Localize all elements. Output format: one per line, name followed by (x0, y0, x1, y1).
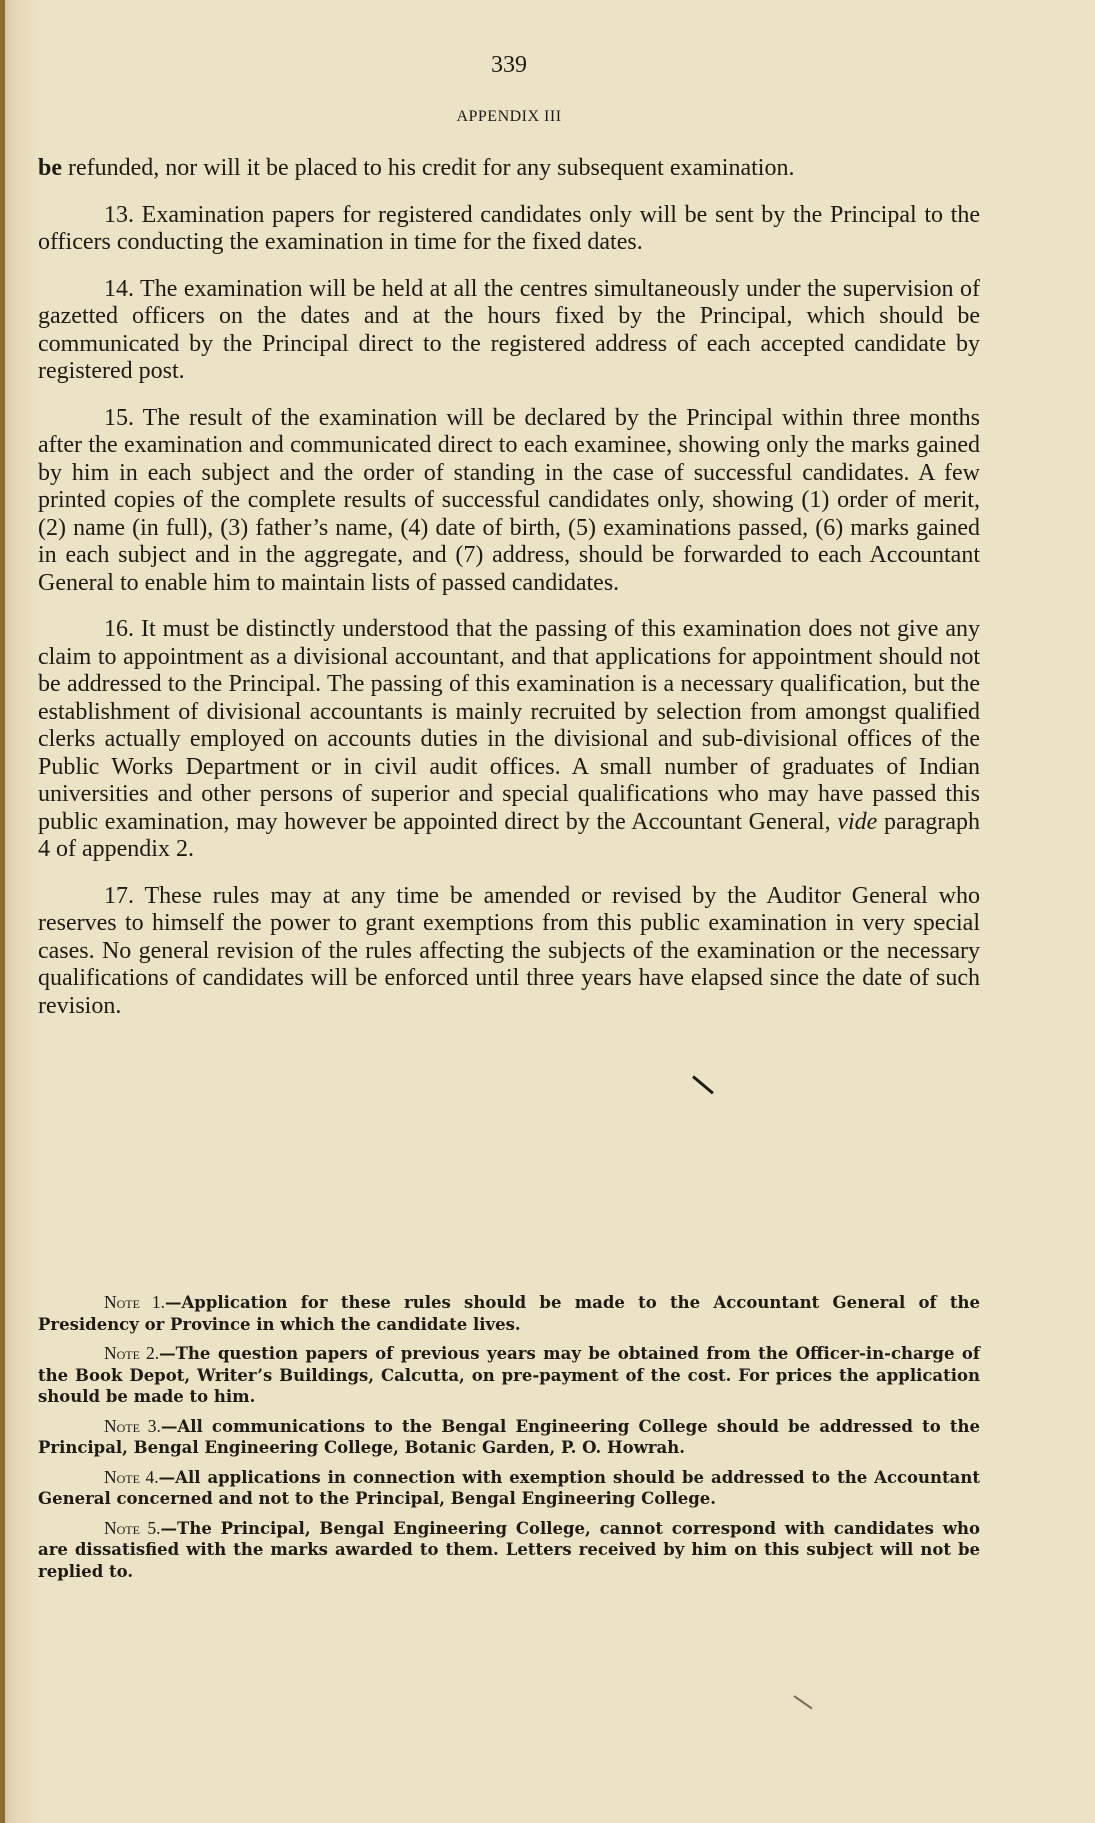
note-1 (38, 1292, 980, 1335)
note-label: Note 1. (104, 1292, 165, 1312)
body-text (38, 155, 980, 1039)
note-2 (38, 1343, 980, 1408)
paragraph-13: 13. Examination papers for registered candidates only will be sent by the Principal to the officers conducting the examination in time for the fixed dates. (38, 201, 980, 255)
note-text: —All communications to the Bengal Engineering College should be addressed to the Principal, Bengal Engineering College, Botanic Garden, P. O. Howrah. (38, 1416, 980, 1457)
page-number: 339 (491, 52, 527, 78)
paragraph-prefix: be (38, 155, 62, 181)
pencil-tick-mark (692, 1075, 714, 1094)
paragraph-text: 16. It must be distinctly understood that the passing of this examination does not give any claim to appointment as a divisional accountant, and that applications for appointment should not be addressed to the Principal. The passing of this examination is a necessary qualification, but the establishment of divisional accountants is mainly recruited by selection from amongst qualified clerks actually employed on accounts duties in the divisional and sub-divisional offices of the Public Works Department or in civil audit offices. A small number of graduates of Indian universities and other persons of superior and special qualifications who may have passed this public examination, may however be appointed direct by the Accountant General, (38, 616, 980, 835)
note-3 (38, 1416, 980, 1459)
note-label: Note 4. (104, 1466, 159, 1487)
paragraph-text: refunded, nor will it be placed to his credit for any subsequent examination. (62, 155, 795, 181)
paragraph-italic: vide (837, 808, 878, 835)
note-5 (38, 1518, 980, 1583)
note-label: Note 5. (104, 1517, 161, 1538)
appendix-heading: APPENDIX III (456, 108, 562, 125)
paragraph-suffix: paragraph 4 of appendix 2. (38, 808, 980, 862)
note-text: —The Principal, Bengal Engineering College, cannot correspond with candidates who are dissatisfied with the marks awarded to them. Letters received by him on this subject will not be replied to. (38, 1518, 980, 1581)
note-4 (38, 1467, 980, 1510)
note-label: Note 3. (104, 1415, 161, 1436)
paragraph-14: 14. The examination will be held at all the centres simultaneously under the supervision of gazetted officers on the dates and at the hours fixed by the Principal, which should be communicated by the Principal direct to the registered address of each accepted candidate by registered post. (38, 275, 980, 384)
binding-edge (0, 0, 5, 1823)
note-text: —All applications in connection with exemption should be addressed to the Accountant General concerned and not to the Principal, Bengal Engineering College. (38, 1467, 980, 1508)
paragraph-continuation (38, 155, 980, 183)
paragraph-15: 15. The result of the examination will be declared by the Principal within three months after the examination and communicated direct to each examinee, showing only the marks gained by him in each subject and the order of standing in the case of successful candidates. A few printed copies of the complete results of successful candidates only, showing (1) order of merit, (2) name (in full), (3) father’s name, (4) date of birth, (5) examinations passed, (6) marks gained in each subject and in the aggregate, and (7) address, should be forwarded to each Accountant General to enable him to maintain lists of passed candidates. (38, 404, 980, 596)
note-text: —Application for these rules should be made to the Accountant General of the Presidency or Province in which the candidate lives. (38, 1293, 980, 1334)
note-label: Note 2. (104, 1343, 160, 1363)
note-text: —The question papers of previous years may be obtained from the Officer-in-charge of the Book Depot, Writer’s Buildings, Calcutta, on pre-payment of the cost. For prices the application should be made to him. (38, 1344, 980, 1406)
stray-pencil-mark (793, 1695, 812, 1709)
paragraph-16 (38, 616, 980, 864)
notes-section (38, 1292, 980, 1590)
paragraph-17: 17. These rules may at any time be amended or revised by the Auditor General who reserves to himself the power to grant exemptions from this public examination in very special cases. No general revision of the rules affecting the subjects of the examination or the necessary qualifications of candidates will be enforced until three years have elapsed since the date of such revision. (38, 882, 980, 1019)
